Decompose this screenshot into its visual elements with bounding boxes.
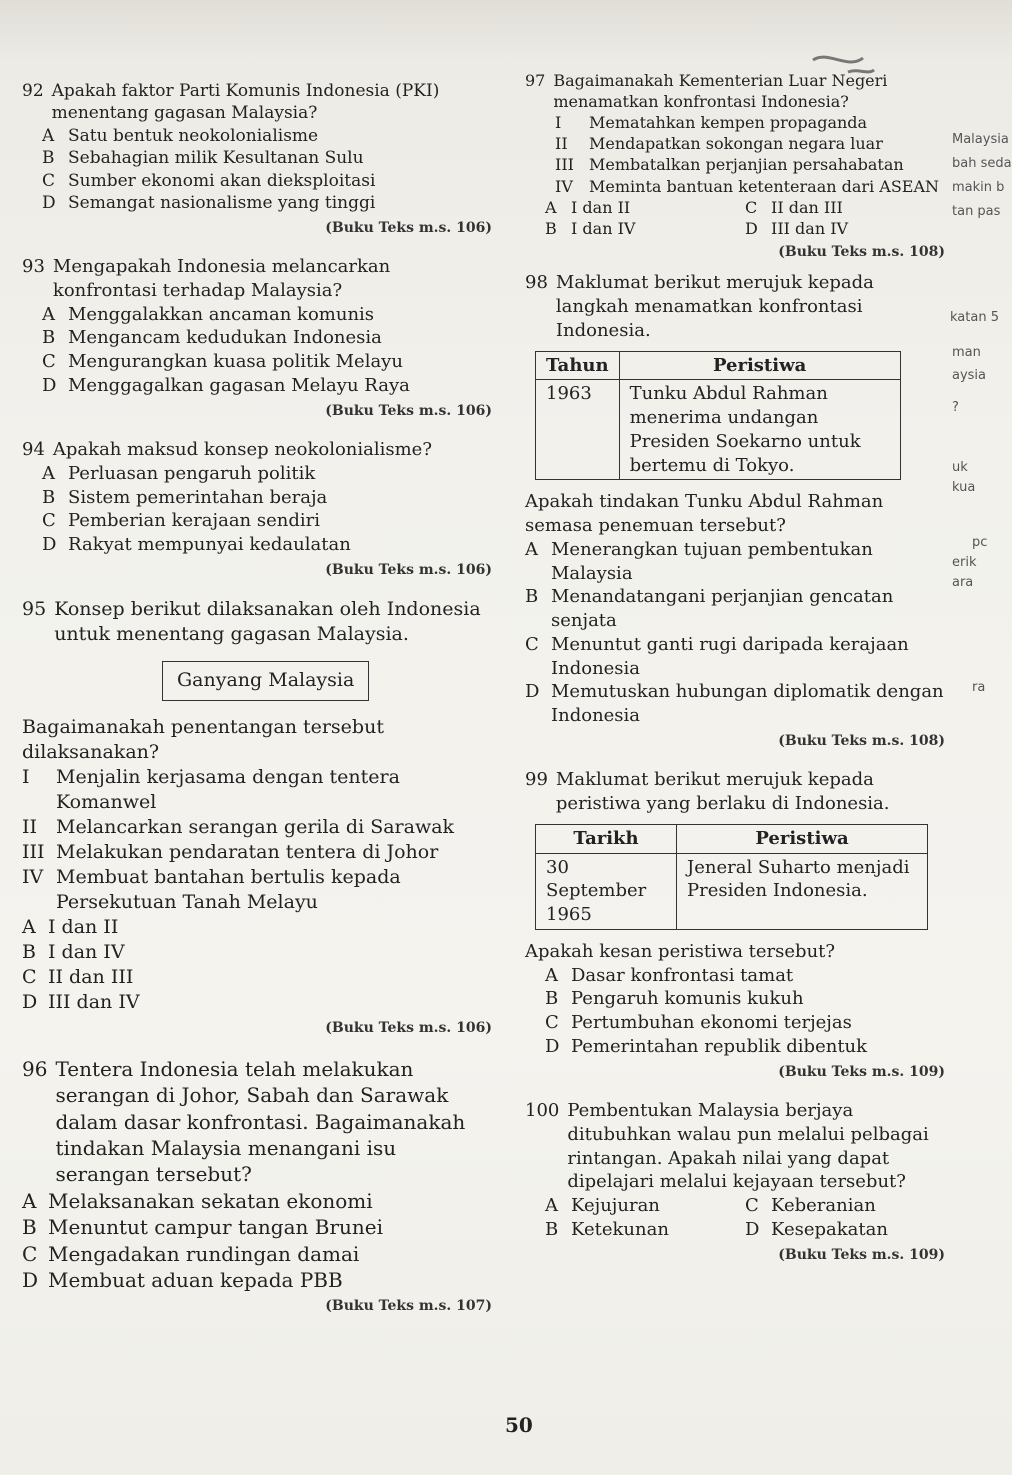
- question-number: 93: [22, 256, 45, 278]
- source-reference: (Buku Teks m.s. 108): [778, 243, 945, 260]
- statement-ii: II Melancarkan serangan gerila di Sarawak: [22, 815, 455, 838]
- option-d[interactable]: D Semangat nasionalisme yang tinggi: [42, 193, 376, 214]
- statement-i: I Mematahkan kempen propaganda: [555, 113, 868, 133]
- table-cell: 1963: [536, 380, 620, 480]
- question-95: [22, 597, 492, 1038]
- source-reference: (Buku Teks m.s. 106): [325, 219, 492, 236]
- question-98: [525, 271, 945, 750]
- question-number: 95: [22, 598, 47, 621]
- source-reference: (Buku Teks m.s. 106): [325, 402, 492, 419]
- option-c[interactable]: C Menuntut ganti rugi daripada kerajaan Indonesia: [525, 633, 909, 679]
- fragment-text: uk: [952, 460, 968, 475]
- question-99: [525, 768, 945, 1081]
- table-header: Tarikh: [536, 824, 677, 853]
- option-c[interactable]: C II dan III: [22, 966, 134, 989]
- table-cell: Jeneral Suharto menjadi Presiden Indonesia.: [677, 853, 928, 929]
- option-b[interactable]: B Sebahagian milik Kesultanan Sulu: [42, 148, 364, 169]
- option-a[interactable]: A Menerangkan tujuan pembentukan Malaysia: [525, 538, 873, 584]
- option-b[interactable]: B I dan IV: [545, 218, 636, 238]
- boxed-concept: Ganyang Malaysia: [162, 661, 369, 700]
- question-number: 96: [22, 1056, 48, 1081]
- question-93: [22, 255, 492, 420]
- question-stem: Konsep berikut dilaksanakan oleh Indonesia untuk menentang gagasan Malaysia.: [54, 598, 481, 646]
- question-number: 92: [22, 81, 44, 101]
- option-a[interactable]: A Menggalakkan ancaman komunis: [42, 303, 375, 325]
- question-100: [525, 1099, 945, 1264]
- table-row: [536, 853, 928, 929]
- left-column: [22, 80, 492, 1334]
- question-94: [22, 438, 492, 579]
- table-header: Peristiwa: [677, 824, 928, 853]
- statement-iii: III Melakukan pendaratan tentera di Johor: [22, 840, 439, 863]
- question-number: 99: [525, 769, 548, 791]
- fragment-text: aysia: [952, 368, 987, 383]
- source-reference: (Buku Teks m.s. 106): [325, 561, 492, 578]
- statement-iv: IV Meminta bantuan ketenteraan dari ASEAN: [555, 176, 940, 196]
- fragment-text: tan pas: [952, 204, 1001, 219]
- fragment-text: makin b: [952, 180, 1005, 195]
- option-b[interactable]: B I dan IV: [22, 941, 125, 964]
- info-table: [535, 824, 928, 930]
- question-number: 94: [22, 439, 45, 461]
- option-a[interactable]: A Kejujuran: [545, 1195, 660, 1217]
- option-c[interactable]: C II dan III: [745, 197, 843, 217]
- source-reference: (Buku Teks m.s. 107): [325, 1298, 492, 1315]
- option-d[interactable]: D Menggagalkan gagasan Melayu Raya: [42, 374, 410, 396]
- option-d[interactable]: D III dan IV: [22, 991, 140, 1014]
- option-a[interactable]: A Perluasan pengaruh politik: [42, 462, 316, 484]
- option-b[interactable]: B Menandatangani perjanjian gencatan senjata: [525, 586, 894, 632]
- option-c[interactable]: C Sumber ekonomi akan dieksploitasi: [42, 170, 376, 191]
- option-c[interactable]: C Pertumbuhan ekonomi terjejas: [545, 1012, 852, 1034]
- option-d[interactable]: D Pemerintahan republik dibentuk: [545, 1035, 868, 1057]
- source-reference: (Buku Teks m.s. 109): [778, 1063, 945, 1080]
- source-reference: (Buku Teks m.s. 109): [778, 1246, 945, 1263]
- statement-i: I Menjalin kerjasama dengan tentera Komanwel: [22, 765, 400, 813]
- options-grid: [545, 1194, 945, 1242]
- statement-iii: III Membatalkan perjanjian persahabatan: [555, 155, 904, 175]
- fragment-text: bah seda: [952, 156, 1012, 171]
- question-stem: Apakah maksud konsep neokolonialisme?: [52, 439, 432, 461]
- question-92: [22, 80, 492, 237]
- question-stem-2: Bagaimanakah penentangan tersebut dilaksanakan?: [22, 715, 384, 763]
- table-header: Peristiwa: [619, 351, 900, 380]
- question-stem: Maklumat berikut merujuk kepada langkah menamatkan konfrontasi Indonesia.: [555, 272, 874, 341]
- option-b[interactable]: B Mengancam kedudukan Indonesia: [42, 327, 382, 349]
- question-stem-2: Apakah kesan peristiwa tersebut?: [525, 940, 836, 962]
- option-a[interactable]: A Satu bentuk neokolonialisme: [42, 125, 319, 146]
- option-d[interactable]: D Kesepakatan: [745, 1218, 888, 1240]
- table-cell: 30 September 1965: [536, 853, 677, 929]
- fragment-text: erik: [952, 555, 977, 570]
- option-d[interactable]: D Memutuskan hubungan diplomatik dengan Indonesia: [525, 681, 944, 727]
- fragment-text: ara: [952, 575, 974, 590]
- option-a[interactable]: A I dan II: [545, 197, 631, 217]
- fragment-text: ra: [972, 680, 986, 695]
- info-table: [535, 351, 901, 481]
- fragment-text: pc: [972, 535, 988, 550]
- source-reference: (Buku Teks m.s. 108): [778, 732, 945, 749]
- option-d[interactable]: D Rakyat mempunyai kedaulatan: [42, 534, 351, 556]
- option-a[interactable]: A Dasar konfrontasi tamat: [545, 964, 794, 986]
- table-header: Tahun: [536, 351, 620, 380]
- question-stem: Bagaimanakah Kementerian Luar Negeri menamatkan konfrontasi Indonesia?: [553, 71, 888, 112]
- source-reference: (Buku Teks m.s. 106): [325, 1020, 492, 1037]
- fragment-text: ?: [952, 400, 959, 415]
- question-stem: Mengapakah Indonesia melancarkan konfrontasi terhadap Malaysia?: [52, 256, 391, 301]
- page-number: 50: [505, 1413, 533, 1437]
- question-stem: Apakah faktor Parti Komunis Indonesia (PKI) menentang gagasan Malaysia?: [51, 81, 440, 124]
- option-d[interactable]: D Membuat aduan kepada PBB: [22, 1268, 343, 1293]
- option-c[interactable]: C Mengadakan rundingan damai: [22, 1241, 360, 1266]
- option-b[interactable]: B Ketekunan: [545, 1218, 669, 1240]
- question-stem: Tentera Indonesia telah melakukan serangan di Johor, Sabah dan Sarawak dalam dasar konfrontasi. Bagaimanakah tindakan Malaysia menangani isu serangan tersebut?: [55, 1056, 466, 1187]
- question-stem-2: Apakah tindakan Tunku Abdul Rahman semasa penemuan tersebut?: [525, 491, 884, 537]
- question-number: 98: [525, 272, 548, 294]
- question-96: [22, 1056, 492, 1316]
- option-d[interactable]: D III dan IV: [745, 218, 849, 238]
- option-a[interactable]: A I dan II: [22, 916, 119, 939]
- fragment-text: katan 5: [950, 310, 999, 325]
- option-b[interactable]: B Sistem pemerintahan beraja: [42, 486, 328, 508]
- option-c[interactable]: C Pemberian kerajaan sendiri: [42, 510, 320, 532]
- options-grid: [545, 197, 945, 239]
- question-stem: Maklumat berikut merujuk kepada peristiwa yang berlaku di Indonesia.: [555, 769, 890, 815]
- question-number: 97: [525, 71, 546, 90]
- table-cell: Tunku Abdul Rahman menerima undangan Presiden Soekarno untuk bertemu di Tokyo.: [619, 380, 900, 480]
- option-c[interactable]: C Keberanian: [745, 1195, 876, 1217]
- right-column: [525, 70, 945, 1282]
- fragment-text: Malaysia: [952, 132, 1009, 147]
- question-number: 100: [525, 1100, 560, 1122]
- fragment-text: kua: [952, 480, 976, 495]
- question-97: [525, 70, 945, 261]
- statement-ii: II Mendapatkan sokongan negara luar: [555, 134, 883, 154]
- fragment-text: man: [952, 345, 981, 360]
- option-a[interactable]: A Melaksanakan sekatan ekonomi: [22, 1188, 373, 1213]
- statement-iv: IV Membuat bantahan bertulis kepada Persekutuan Tanah Melayu: [22, 865, 401, 914]
- question-stem: Pembentukan Malaysia berjaya ditubuhkan walau pun melalui pelbagai rintangan. Apakah nilai yang dapat dipelajari melalui kejayaan tersebut?: [567, 1100, 929, 1193]
- option-c[interactable]: C Mengurangkan kuasa politik Melayu: [42, 351, 403, 373]
- table-row: [536, 380, 901, 480]
- option-b[interactable]: B Pengaruh komunis kukuh: [545, 988, 804, 1010]
- option-b[interactable]: B Menuntut campur tangan Brunei: [22, 1215, 384, 1240]
